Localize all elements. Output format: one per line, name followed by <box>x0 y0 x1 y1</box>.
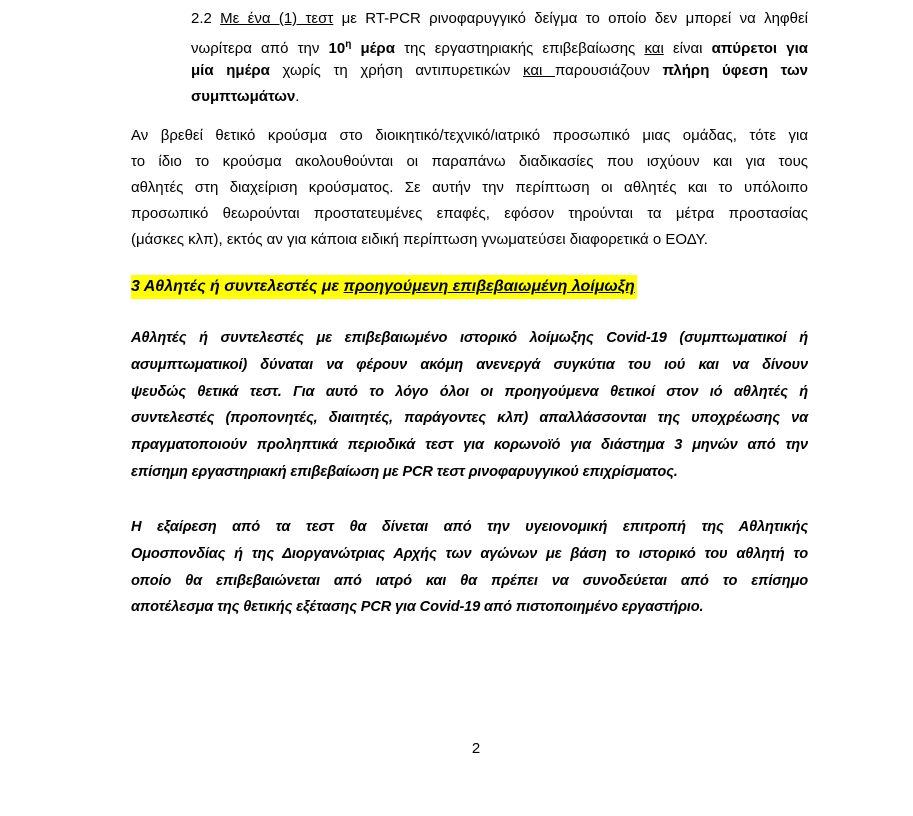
text-run: οποίο θα επιβεβαιώνεται από ιατρό και θα πρέπει να συνοδεύεται από το επίσημο <box>131 572 808 589</box>
text-line <box>131 227 808 253</box>
text-line <box>191 6 808 32</box>
paragraph-exemption <box>131 514 808 621</box>
text-run: νωρίτερα από την <box>191 40 329 57</box>
bold-text: μέρα <box>351 40 395 57</box>
text-line <box>191 32 808 58</box>
text-run: Αν βρεθεί θετικό κρούσμα στο διοικητικό/τεχνικό/ιατρικό προσωπικό μιας ομάδας, τότε για <box>131 127 808 144</box>
text-line <box>131 541 808 568</box>
text-run: . <box>295 88 300 105</box>
text-run: το ίδιο το κρούσμα ακολουθούνται οι παραπάνω διαδικασίες που ισχύουν και για τους <box>131 153 808 170</box>
text-run: ασυμπτωματικοί) δύναται να φέρουν ακόμη ανενεργά συγκύτια του ιού και να δίνουν <box>131 356 808 373</box>
text-line <box>131 379 808 406</box>
text-run: αποτέλεσμα της θετικής εξέτασης PCR για Covid-19 από πιστοποιημένο εργαστήριο. <box>131 599 704 616</box>
text-line <box>131 149 808 175</box>
underlined-text: και <box>523 62 556 79</box>
text-line <box>131 568 808 595</box>
text-line <box>131 352 808 379</box>
section-3-heading <box>131 275 637 299</box>
bold-text: πλήρη ύφεση των <box>662 62 808 79</box>
text-run: επίσημη εργαστηριακή επιβεβαίωση με PCR τεστ ρινοφαρυγγικού επιχρίσματος. <box>131 463 678 480</box>
underlined-text: προηγούμενη επιβεβαιωμένη λοίμωξη <box>343 278 635 295</box>
text-run: (μάσκες κλπ), εκτός αν για κάποια ειδική περίπτωση γνωματεύσει διαφορετικά ο ΕΟΔΥ. <box>131 231 708 248</box>
bold-text: 10 <box>328 40 346 57</box>
text-line <box>131 594 808 621</box>
text-line <box>131 432 808 459</box>
text-line <box>191 58 808 84</box>
text-run: συντελεστές (προπονητές, διαιτητές, παράγοντες κλπ) απαλλάσσονται της υποχρέωσης να <box>131 410 808 427</box>
bold-text: η <box>345 39 352 50</box>
bold-text: μία ημέρα <box>191 62 270 79</box>
text-line <box>131 405 808 432</box>
text-run: χωρίς τη χρήση αντιπυρετικών <box>269 62 524 79</box>
text-run: προσωπικό θεωρούνται προστατευμένες επαφές, εφόσον τηρούνται τα μέτρα προστασίας <box>131 205 808 222</box>
text-run: αθλητές στη διαχείριση κρούσματος. Σε αυτήν την περίπτωση οι αθλητές και το υπόλοιπο <box>131 179 808 196</box>
text-line <box>131 278 635 295</box>
text-line <box>131 201 808 227</box>
text-run: της εργαστηριακής επιβεβαίωσης <box>394 40 645 57</box>
text-run: είναι <box>663 40 712 57</box>
text-line <box>131 514 808 541</box>
paragraph-2-2 <box>191 6 808 110</box>
paragraph-previous-infection <box>131 325 808 486</box>
text-run: πραγματοποιούν προληπτικά περιοδικά τεστ για κορωνοϊό για διάστημα 3 μηνών από την <box>131 437 808 454</box>
text-run: 3 Αθλητές ή συντελεστές με <box>131 278 344 295</box>
page-number: 2 <box>471 740 481 757</box>
paragraph-staff-case <box>131 123 808 253</box>
text-run: Η εξαίρεση από τα τεστ θα δίνεται από την υγειονομική επιτροπή της Αθλητικής <box>131 519 808 535</box>
text-line <box>131 459 808 486</box>
underlined-text: Με ένα (1) τεστ <box>220 10 334 27</box>
text-line <box>131 123 808 149</box>
text-run: ψευδώς θετικά τεστ. Για αυτό το λόγο όλοι οι προηγούμενα θετικοί στον ιό αθλητές ή <box>131 383 808 400</box>
text-run: Ομοσπονδίας ή της Διοργανώτριας Αρχής των αγώνων με βάση το ιστορικό του αθλητή το <box>131 545 808 562</box>
text-run: παρουσιάζουν <box>555 62 663 79</box>
bold-text: απύρετοι για <box>711 40 808 57</box>
text-run: Αθλητές ή συντελεστές με επιβεβαιωμένο ιστορικό λοίμωξης Covid-19 (συμπτωματικοί ή <box>131 330 808 346</box>
text-run: με RT-PCR ρινοφαρυγγικό δείγμα το οποίο δεν μπορεί να ληφθεί <box>333 10 808 27</box>
bold-text: συμπτωμάτων <box>191 88 296 105</box>
text-line <box>191 84 808 110</box>
text-line <box>131 325 808 352</box>
text-line <box>131 175 808 201</box>
text-run: 2.2 <box>191 10 221 27</box>
underlined-text: και <box>644 40 664 57</box>
